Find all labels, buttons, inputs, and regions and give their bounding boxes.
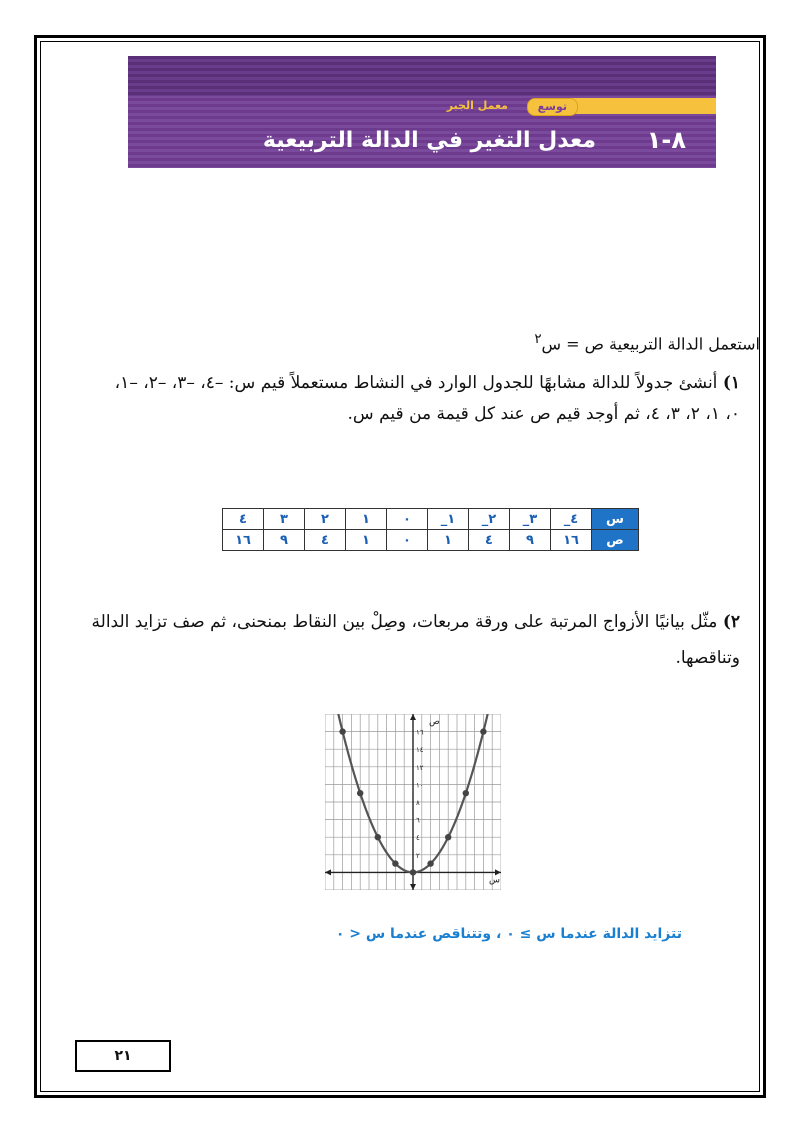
banner-lab-title: معمل الجبر — [446, 99, 508, 112]
data-point — [427, 860, 433, 866]
lesson-banner — [128, 56, 716, 168]
question-2-number: ٢) — [722, 612, 740, 632]
table-cell: ٢ — [305, 509, 346, 530]
table-cell: ٣_ — [510, 509, 551, 530]
question-1-number: ١) — [722, 373, 740, 393]
table-cell: ١_ — [428, 509, 469, 530]
data-point — [445, 834, 451, 840]
banner-tag: توسع — [527, 98, 578, 116]
data-point — [410, 869, 416, 875]
data-point — [375, 834, 381, 840]
page-number: ٢١ — [75, 1040, 171, 1072]
table-cell: ٩ — [264, 530, 305, 551]
x-axis-arrow-left — [325, 869, 331, 875]
y-tick-label: ٤ — [416, 834, 420, 843]
parabola-graph — [325, 714, 501, 890]
table-cell: ٤ — [305, 530, 346, 551]
table-cell: ١٦ — [551, 530, 592, 551]
table-cell: ٠ — [387, 530, 428, 551]
y-tick-label: ١٤ — [416, 746, 424, 755]
intro-text — [534, 332, 760, 353]
lesson-title: معدل التغير في الدالة التربيعية — [262, 128, 596, 153]
table-row-x — [223, 509, 639, 530]
table-head-y: ص — [592, 530, 639, 551]
data-point — [339, 728, 345, 734]
data-point — [357, 790, 363, 796]
table-cell: ٠ — [387, 509, 428, 530]
question-1 — [100, 368, 740, 430]
y-axis-arrow-top — [410, 714, 416, 720]
intro-line: استعمل الدالة التربيعية ص = س — [541, 334, 760, 354]
table-cell: ٤_ — [551, 509, 592, 530]
y-tick-label: ٢ — [416, 851, 420, 860]
table-cell: ١ — [346, 530, 387, 551]
banner-top-stripe — [128, 56, 716, 96]
answer-text: تتزايد الدالة عندما س ≥ ٠ ، وتتناقص عندما س < ٠ — [335, 926, 682, 942]
table-head-x: س — [592, 509, 639, 530]
table-cell: ١ — [346, 509, 387, 530]
x-axis-label: س — [489, 875, 500, 886]
table-cell: ٩ — [510, 530, 551, 551]
table-cell: ٤ — [223, 509, 264, 530]
data-point — [463, 790, 469, 796]
question-2-text: مثّل بيانيًا الأزواج المرتبة على ورقة مربعات، وصِلْ بين النقاط بمنحنى، ثم صف تزايد الدالة وتناقصها. — [91, 612, 740, 668]
y-axis-arrow-bottom — [410, 884, 416, 890]
values-table — [222, 508, 639, 551]
lesson-number: ٨-١ — [646, 126, 686, 154]
y-tick-label: ١٦ — [416, 728, 424, 737]
table-cell: ٣ — [264, 509, 305, 530]
data-point — [480, 728, 486, 734]
y-tick-label: ٨ — [416, 799, 420, 807]
table-cell: ٢_ — [469, 509, 510, 530]
question-1-text: أنشئ جدولاً للدالة مشابهًا للجدول الوارد في النشاط مستعملاً قيم س: –٤، –٣، –٢، –١، ٠، ١، ٢، ٣، ٤، ثم أوجد قيم ص عند كل قيمة من قيم س. — [114, 373, 740, 424]
data-point — [392, 860, 398, 866]
table-cell: ١٦ — [223, 530, 264, 551]
table-cell: ١ — [428, 530, 469, 551]
y-tick-label: ٦ — [416, 816, 420, 825]
table-cell: ٤ — [469, 530, 510, 551]
table-row-y — [223, 530, 639, 551]
intro-exponent: ٢ — [534, 332, 542, 347]
y-tick-label: ١٠ — [416, 781, 424, 790]
y-tick-label: ١٢ — [416, 763, 424, 772]
question-2 — [80, 604, 740, 676]
y-axis-label: ص — [429, 717, 440, 727]
